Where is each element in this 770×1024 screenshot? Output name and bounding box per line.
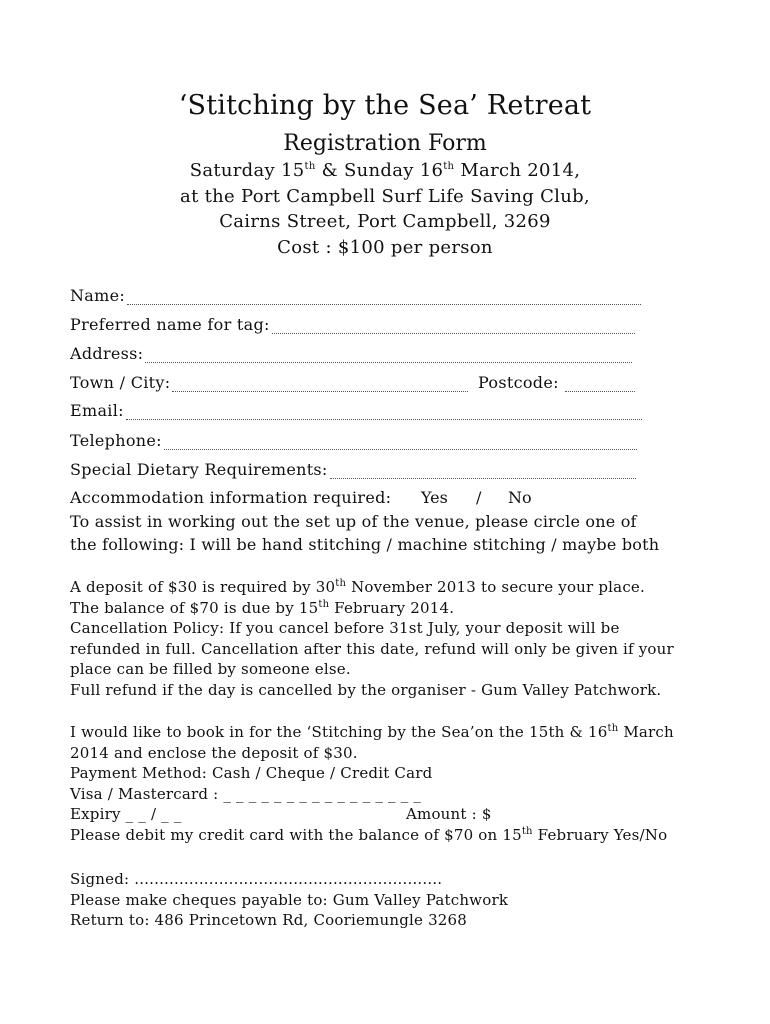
town-label: Town / City: [70,373,171,392]
telephone-input-line[interactable] [164,435,637,450]
email-field[interactable] [70,401,642,420]
page-title: ‘Stitching by the Sea’ Retreat [178,90,592,121]
name-field[interactable] [70,286,641,305]
cancellation-detail-line: place can be filled by someone else. [70,660,351,678]
postcode-field[interactable] [478,373,635,392]
tag-name-input-line[interactable] [272,319,635,334]
address-field[interactable] [70,344,632,363]
event-venue: at the Port Campbell Surf Life Saving Club, [180,186,590,207]
name-input-line[interactable] [127,290,641,305]
stitching-choice-line[interactable]: the following: I will be hand stitching / machine stitching / maybe both [70,535,660,554]
deposit-section [70,577,674,700]
accommodation-separator: / [476,488,482,507]
date-saturday-suffix: th [304,161,316,172]
event-cost: Cost : $100 per person [277,237,493,258]
telephone-label: Telephone: [70,431,162,450]
dietary-field[interactable] [70,460,636,479]
payment-method-line[interactable]: Payment Method: Cash / Cheque / Credit Card [70,764,433,782]
dietary-input-line[interactable] [330,464,636,479]
name-label: Name: [70,286,126,305]
debit-balance-line[interactable]: Please debit my credit card with the balance of $70 on 15th February Yes/No [70,825,668,844]
accommodation-yes-option[interactable]: Yes [421,488,448,507]
event-dates [0,160,770,181]
postcode-label: Postcode: [478,373,559,392]
booking-intro-line: I would like to book in for the ‘Stitching by the Sea’on the 15th & 16th March [70,723,674,741]
expiry-field[interactable]: Expiry _ _ / _ _ [70,805,182,823]
email-label: Email: [70,401,124,420]
cancellation-detail-line: refunded in full. Cancellation after this date, refund will only be given if your [70,639,674,658]
card-number-line[interactable]: Visa / Mastercard : _ _ _ _ _ _ _ _ _ _ _ _ _ _ _ _ [70,784,422,803]
date-sunday: & Sunday 16 [315,160,444,181]
signature-line[interactable]: Signed: .............................................................. [70,870,443,888]
accommodation-no-option[interactable]: No [508,488,532,507]
date-sunday-suffix: th [443,161,455,172]
balance-line: The balance of $70 is due by 15th February 2014. [70,598,455,617]
booking-section [70,722,674,845]
town-input-line[interactable] [172,377,468,392]
full-refund-line: Full refund if the day is cancelled by the organiser - Gum Valley Patchwork. [70,680,662,699]
telephone-field[interactable] [70,431,637,450]
postcode-input-line[interactable] [565,377,635,392]
town-field[interactable] [70,373,468,392]
event-address: Cairns Street, Port Campbell, 3269 [219,211,551,232]
email-input-line[interactable] [126,405,642,420]
return-address-line: Return to: 486 Princetown Rd, Cooriemungle 3268 [70,911,468,929]
footer-section [70,869,508,931]
booking-deposit-line: 2014 and enclose the deposit of $30. [70,743,358,762]
tag-name-label: Preferred name for tag: [70,315,270,334]
form-subtitle: Registration Form [283,131,487,156]
dietary-label: Special Dietary Requirements: [70,460,328,479]
venue-setup-section [70,510,659,556]
accommodation-row [70,488,391,507]
address-input-line[interactable] [145,348,632,363]
date-saturday: Saturday 15 [189,160,305,181]
amount-field[interactable]: Amount : $ [406,805,492,823]
cancellation-policy-line: Cancellation Policy: If you cancel before 31st July, your deposit will be [70,619,620,637]
accommodation-label: Accommodation information required: [70,488,392,507]
date-month-year: March 2014, [454,160,581,181]
tag-name-field[interactable] [70,315,635,334]
expiry-amount-line[interactable] [70,804,674,825]
cheques-payable-line: Please make cheques payable to: Gum Valley Patchwork [70,890,509,909]
venue-setup-line: To assist in working out the set up of the venue, please circle one of [70,512,637,531]
deposit-line: A deposit of $30 is required by 30th November 2013 to secure your place. [70,578,645,596]
address-label: Address: [70,344,144,363]
